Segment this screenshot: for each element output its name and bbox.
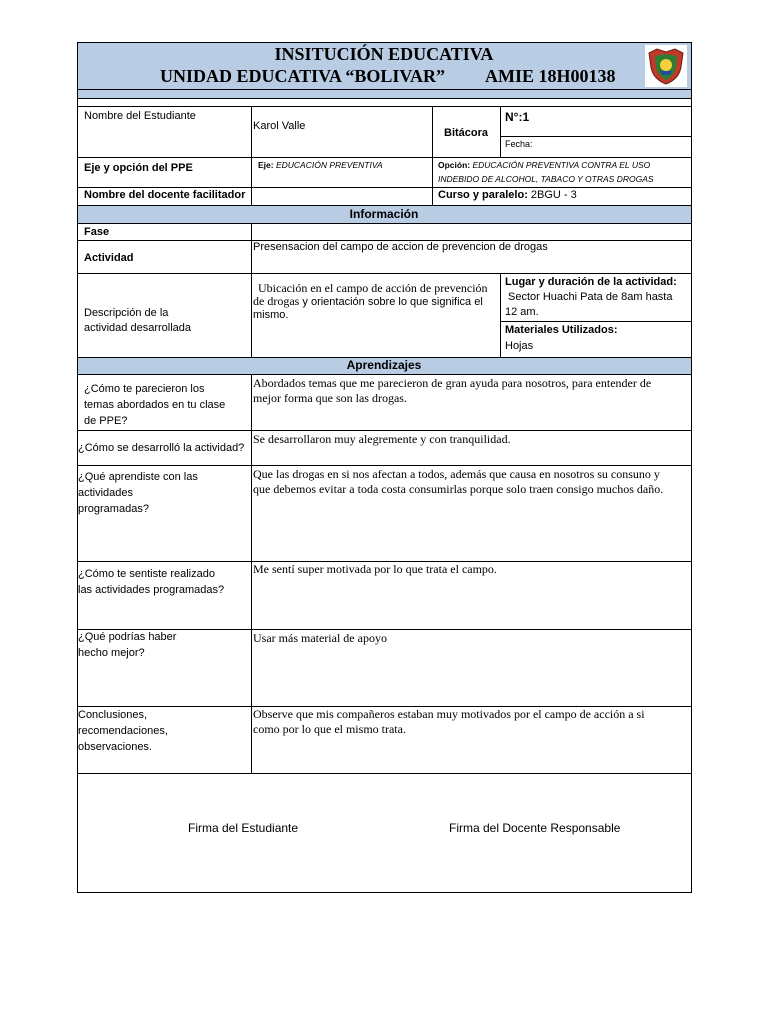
divider [78,430,691,431]
question-1 [84,382,225,429]
eje-field [258,159,383,172]
answer-line: Que las drogas en si nos afectan a todos, además que causa en nosotros su consuno y [253,467,660,481]
question-line: las actividades programadas? [78,584,225,596]
question-6 [78,708,168,755]
bitacora-divider [500,136,691,137]
student-name-value: Karol Valle [253,120,306,132]
question-line: actividades [78,487,134,499]
aprendizajes-title: Aprendizajes [346,358,422,372]
question-line: temas abordados en tu clase [84,399,226,411]
actividad-value: Presensacion del campo de accion de prevencion de drogas [253,241,548,253]
question-line: ¿Cómo se desarrolló la actividad? [78,442,245,454]
question-2 [78,441,244,456]
question-line: Conclusiones, [78,709,148,721]
opcion-value-1: EDUCACIÓN PREVENTIVA CONTRA EL USO [472,160,651,170]
question-line: hecho mejor? [78,647,145,659]
bitacora-number: N°:1 [505,110,530,124]
question-line: observaciones. [78,741,152,753]
question-line: de PPE? [84,415,128,427]
divider [78,98,691,99]
curso-value: 2BGU - 3 [530,189,577,201]
answer-line: Me sentí super motivada por lo que trata el campo. [253,562,497,576]
institution-title: INSITUCIÓN EDUCATIVA [274,44,494,64]
lugar-divider [500,321,691,322]
eje-value: EDUCACIÓN PREVENTIVA [275,160,383,170]
descripcion-value-3: mismo. [253,309,289,321]
divider [500,106,501,157]
divider [251,106,252,205]
opcion-value-2: INDEBIDO DE ALCOHOL, TABACO Y OTRAS DROGAS [438,174,654,184]
answer-line: que debemos evitar a toda costa consumirlas porque solo traen consigo muchos daño. [253,482,664,496]
answer-line: como por lo que el mismo trata. [253,722,406,736]
lugar-value-1: Sector Huachi Pata de 8am hasta [508,291,673,303]
divider [251,223,252,357]
lugar-label: Lugar y duración de la actividad: [505,276,677,288]
student-name-label: Nombre del Estudiante [84,110,196,122]
divider [78,465,691,466]
divider [78,273,691,274]
amie-code: AMIE 18H00138 [485,66,616,86]
divider [500,273,501,357]
answer-6 [253,707,645,737]
divider [78,374,691,375]
divider [78,223,691,224]
actividad-label: Actividad [84,252,134,264]
answer-line: mejor forma que son las drogas. [253,391,407,405]
lugar-value-2: 12 am. [505,306,539,318]
descripcion-value-2b: y orientación sobre lo que significa el [302,296,483,308]
answer-4 [253,562,497,577]
curso-label: Curso y paralelo: [438,189,528,201]
divider [251,374,252,773]
bitacora-label: Bitácora [444,127,489,139]
firma-estudiante: Firma del Estudiante [188,821,299,835]
question-3 [78,470,198,517]
divider [78,773,691,774]
divider [78,106,691,107]
divider [432,106,433,205]
opcion-field [438,159,650,172]
descripcion-label-1: Descripción de la [84,307,169,319]
divider [78,157,691,158]
spacer-band [78,90,691,98]
answer-2 [253,432,511,447]
descripcion-value-1: Ubicación en el campo de acción de prevención [258,281,488,295]
answer-line: Se desarrollaron muy alegremente y con tranquilidad. [253,432,511,446]
docente-label: Nombre del docente facilitador [84,189,246,201]
eje-label: Eje: [258,160,274,170]
eje-row-label: Eje y opción del PPE [84,162,193,174]
question-line: recomendaciones, [78,725,168,737]
school-name: UNIDAD EDUCATIVA “BOLIVAR” [160,66,446,86]
fase-label: Fase [84,226,110,238]
question-line: programadas? [78,503,149,515]
question-5 [78,630,176,661]
answer-5 [253,631,387,646]
question-line: ¿Qué aprendiste con las [78,471,198,483]
answer-line: Abordados temas que me parecieron de gran ayuda para nosotros, para entender de [253,376,652,390]
materiales-label: Materiales Utilizados: [505,324,618,336]
opcion-label: Opción: [438,160,471,170]
descripcion-value-2a: de drogas [253,294,300,308]
materiales-value: Hojas [505,340,534,352]
firma-docente: Firma del Docente Responsable [449,821,621,835]
curso-field [438,188,577,203]
question-4 [78,567,224,598]
descripcion-value-2 [253,294,483,309]
question-line: ¿Cómo te parecieron los [84,383,205,395]
answer-1 [253,376,651,406]
question-line: ¿Qué podrías haber [78,631,177,643]
fecha-label: Fecha: [505,139,533,149]
descripcion-label-2: actividad desarrollada [84,322,192,334]
answer-line: Usar más material de apoyo [253,631,387,645]
school-crest-icon [645,45,687,87]
answer-3 [253,467,663,497]
answer-line: Observe que mis compañeros estaban muy motivados por el campo de acción a si [253,707,645,721]
informacion-title: Información [349,207,419,221]
question-line: ¿Cómo te sentiste realizado [78,568,215,580]
